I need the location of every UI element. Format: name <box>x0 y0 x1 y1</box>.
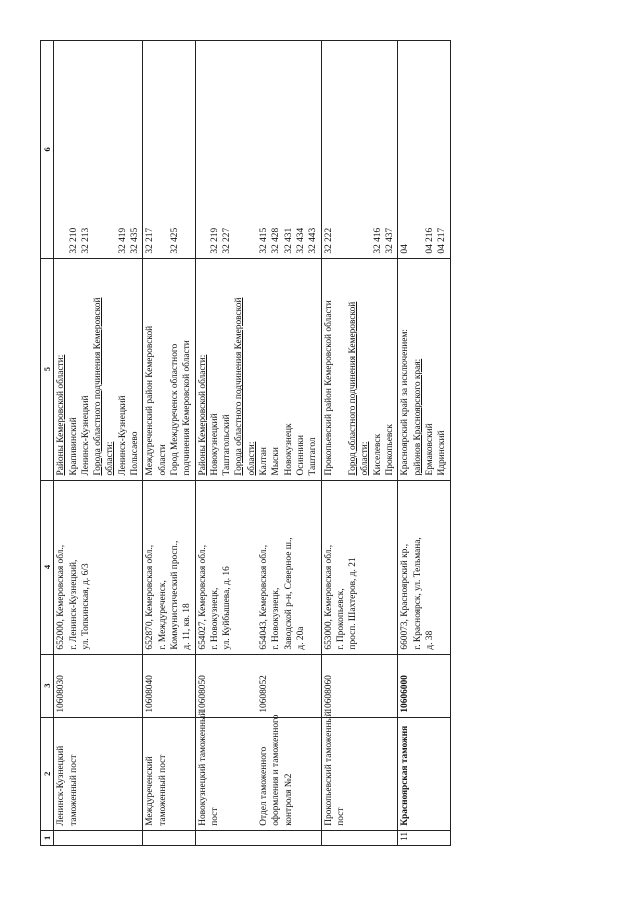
post-name-line: пост <box>209 807 220 826</box>
okato-codes <box>195 41 321 259</box>
okato-code-line: 32 416 <box>372 227 383 254</box>
row-number <box>195 830 321 845</box>
post-address-line: г. Ленинск-Кузнецкий, <box>68 559 79 650</box>
header-cell-5: 5 <box>41 258 54 480</box>
sub-post-address-line: г. Новокузнецк, <box>271 587 282 650</box>
sub-post-name-line: контроля №2 <box>283 773 294 826</box>
okato-codes <box>321 41 398 259</box>
okato-code-line <box>104 45 116 254</box>
header-cell-6: 6 <box>41 41 54 259</box>
okato-code-line: 32 437 <box>385 227 396 254</box>
region-line: Идринский <box>437 430 448 476</box>
region-line: Районы Кемеровской области: <box>56 354 67 476</box>
customs-table <box>40 40 451 846</box>
post-address-line: г. Красноярск, ул. Тельмана, <box>412 537 423 650</box>
post-address <box>195 480 321 654</box>
post-name-line: Междуреченский <box>145 756 156 826</box>
region-line: Мыски <box>271 447 282 476</box>
sub-post-name-line: Отдел таможенного <box>259 746 270 826</box>
okato-code-line <box>157 45 169 254</box>
post-address <box>398 480 450 654</box>
region-line: Город Междуреченск областного <box>169 343 180 476</box>
region-line: Киселевск <box>372 433 383 476</box>
region-line: Прокопьевский район Кемеровской области <box>323 300 334 476</box>
row-number: 11 <box>398 830 450 845</box>
okato-code-line <box>359 45 371 254</box>
post-address-line: Коммунистический просп., <box>169 540 180 650</box>
post-name-line: пост <box>335 807 346 826</box>
regions <box>143 258 195 480</box>
table-row <box>195 41 321 846</box>
okato-code-line: 32 219 <box>209 227 220 254</box>
header-cell-1: 1 <box>41 830 54 845</box>
post-name-line: Новокузнецкий таможенный <box>197 710 208 826</box>
region-line: Города областного подчинения Кемеровской <box>234 297 245 476</box>
region-line: Города областного подчинения Кемеровской <box>93 297 104 476</box>
region-line: Прокопьевск <box>385 424 396 476</box>
post-name <box>195 710 321 830</box>
post-address-line: 653000, Кемеровская обл., <box>323 544 334 650</box>
post-code <box>54 654 143 717</box>
region-line: Районы Кемеровской области: <box>197 354 208 476</box>
okato-code-line <box>233 45 245 254</box>
post-address-line: ул. Куйбышева, д. 16 <box>222 566 233 650</box>
header-cell-2: 2 <box>41 717 54 830</box>
region-line: Ленинск-Кузнецкий <box>80 395 91 476</box>
sub-post-address-line: д. 20а <box>295 626 306 650</box>
sub-post-address-line: Заводской р-н, Северное ш., <box>283 537 294 650</box>
post-code-line: 10608040 <box>145 675 156 713</box>
post-name-line: таможенный пост <box>68 754 79 826</box>
post-code-line: 10608050 <box>197 675 208 713</box>
okato-code-line: 32 428 <box>271 227 282 254</box>
region-line: области: <box>246 441 257 476</box>
post-address-line: д. 11, кв. 18 <box>182 603 193 650</box>
okato-code-line <box>335 45 347 254</box>
okato-code-line <box>181 45 193 254</box>
post-address <box>54 480 143 654</box>
okato-code-line <box>55 45 67 254</box>
region-line: Таштагольский <box>222 414 233 476</box>
post-code-line: 10608030 <box>56 675 67 713</box>
sub-post-name-line: оформления и таможенного <box>271 714 282 826</box>
post-name <box>321 711 398 830</box>
region-line: Калтан <box>259 447 270 476</box>
sub-post-code-line: 10608052 <box>259 675 270 713</box>
post-address-line: г. Прокопьевск, <box>335 588 346 650</box>
table-row <box>321 41 398 846</box>
okato-code-line: 32 419 <box>117 227 128 254</box>
region-line: подчинения Кемеровской области <box>182 340 193 476</box>
region-line: области: <box>360 441 371 476</box>
post-address <box>143 480 195 654</box>
region-line: Ермаковский <box>424 423 435 476</box>
region-line: Крапивинский <box>68 417 79 476</box>
row-number <box>143 830 195 845</box>
post-address-line: 652870, Кемеровская обл., <box>145 544 156 650</box>
region-line: Ленинск-Кузнецкий <box>117 395 128 476</box>
post-address-line: ул. Топкинская, д. 6/3 <box>80 563 91 650</box>
post-code-line: 10608060 <box>323 675 334 713</box>
okato-code-line: 04 217 <box>437 227 448 254</box>
region-line: Междуреченский район Кемеровской <box>145 325 156 476</box>
region-line: области <box>157 444 168 476</box>
okato-code-line: 32 425 <box>169 227 180 254</box>
okato-code-line: 32 431 <box>283 227 294 254</box>
post-name-line: таможенный пост <box>157 754 168 826</box>
okato-code-line <box>246 45 258 254</box>
post-name <box>398 717 450 830</box>
post-name-line: Ленинск-Кузнецкий <box>56 745 67 826</box>
sub-post-address-line: 654043, Кемеровская обл., <box>259 544 270 650</box>
okato-code-line <box>92 45 104 254</box>
post-address <box>321 480 398 654</box>
post-code <box>195 654 321 717</box>
region-line <box>335 263 347 476</box>
okato-code-line: 32 435 <box>130 227 141 254</box>
region-line: Полысаево <box>130 431 141 476</box>
header-row <box>41 41 54 846</box>
okato-code-line: 32 210 <box>68 227 79 254</box>
regions <box>321 258 398 480</box>
post-address-line: 652000, Кемеровская обл., <box>56 544 67 650</box>
okato-code-line: 32 213 <box>80 227 91 254</box>
post-code <box>398 654 450 717</box>
post-name <box>143 717 195 830</box>
okato-codes <box>398 41 450 259</box>
region-line: Таштагол <box>308 437 319 476</box>
post-address-line: 660073, Красноярский кр., <box>400 543 411 650</box>
okato-code-line: 32 217 <box>145 227 156 254</box>
table-body <box>54 41 450 846</box>
region-line: Новокузнецк <box>283 423 294 476</box>
header-cell-4: 4 <box>41 480 54 654</box>
post-code <box>321 654 398 717</box>
post-name <box>54 717 143 830</box>
region-line: Город областного подчинения Кемеровской <box>348 301 359 476</box>
post-address-line: 654027, Кемеровская обл., <box>197 544 208 650</box>
okato-code-line: 32 227 <box>222 227 233 254</box>
region-line: области: <box>105 441 116 476</box>
region-line: районов Красноярского края: <box>412 358 423 476</box>
post-code-line: 10606000 <box>400 675 411 713</box>
okato-code-line <box>347 45 359 254</box>
post-code <box>143 654 195 717</box>
okato-code-line: 04 216 <box>424 227 435 254</box>
post-address-line: просп. Шахтеров, д. 21 <box>348 557 359 650</box>
okato-code-line: 32 443 <box>308 227 319 254</box>
okato-codes <box>54 41 143 259</box>
post-address-line: г. Новокузнецк, <box>209 587 220 650</box>
okato-codes <box>143 41 195 259</box>
post-address-line: г. Междуреченск, <box>157 580 168 650</box>
region-line: Новокузнецкий <box>209 413 220 476</box>
region-line: Осинники <box>295 434 306 476</box>
post-address-line: д. 38 <box>424 630 435 650</box>
regions <box>398 258 450 480</box>
okato-code-line: 04 <box>400 244 411 254</box>
region-line: Красноярский край за исключением: <box>400 328 411 476</box>
okato-code-line <box>412 45 424 254</box>
table-row <box>54 41 143 846</box>
regions <box>195 258 321 480</box>
okato-code-line <box>197 45 209 254</box>
table-row <box>143 41 195 846</box>
post-name-line: Прокопьевский таможенный <box>323 711 334 826</box>
okato-code-line: 32 415 <box>259 227 270 254</box>
row-number <box>321 830 398 845</box>
table-row <box>398 41 450 846</box>
okato-code-line: 32 434 <box>295 227 306 254</box>
regions <box>54 258 143 480</box>
row-number <box>54 830 143 845</box>
post-name-line: Красноярская таможня <box>400 725 411 826</box>
okato-code-line: 32 222 <box>323 227 334 254</box>
header-cell-3: 3 <box>41 654 54 717</box>
